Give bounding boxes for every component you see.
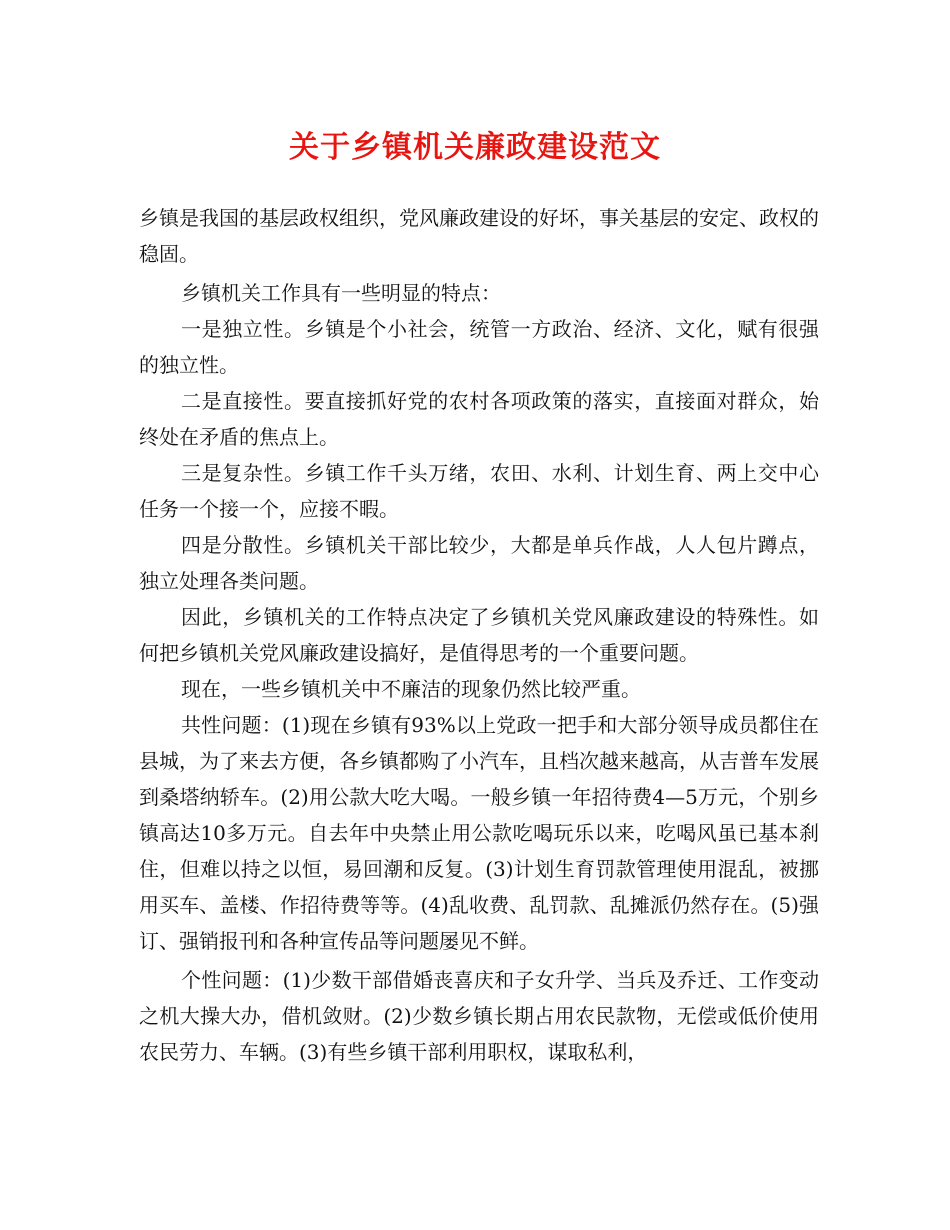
paragraph-individual-problems: 个性问题：(1)少数干部借婚丧喜庆和子女升学、当兵及乔迁、工作变动之机大操大办，借机敛财。(2)少数乡镇长期占用农民款物，无偿或低价使用农民劳力、车辆。(3)有些乡镇干部利用职权，谋取私利， — [139, 968, 819, 1064]
paragraph-dispersion: 四是分散性。乡镇机关干部比较少，大都是单兵作战，人人包片蹲点，独立处理各类问题。 — [139, 533, 819, 593]
paragraph-independence: 一是独立性。乡镇是个小社会，统管一方政治、经济、文化，赋有很强的独立性。 — [139, 317, 819, 377]
paragraph-complexity: 三是复杂性。乡镇工作千头万绪，农田、水利、计划生育、两上交中心任务一个接一个，应接不暇。 — [139, 461, 819, 521]
document-title: 关于乡镇机关廉政建设范文 — [289, 130, 661, 165]
paragraph-conclusion: 因此，乡镇机关的工作特点决定了乡镇机关党风廉政建设的特殊性。如何把乡镇机关党风廉政建设搞好，是值得思考的一个重要问题。 — [139, 605, 819, 665]
paragraph-common-problems: 共性问题：(1)现在乡镇有93%以上党政一把手和大部分领导成员都住在县城，为了来去方便，各乡镇都购了小汽车，且档次越来越高，从吉普车发展到桑塔纳轿车。(2)用公款大吃大喝。一般乡镇一年招待费4—5万元，个别乡镇高达10多万元。自去年中央禁止用公款吃喝玩乐以来，吃喝风虽已基本刹住，但难以持之以恒，易回潮和反复。(3)计划生育罚款管理使用混乱，被挪用买车、盖楼、作招待费等等。(4)乱收费、乱罚款、乱摊派仍然存在。(5)强订、强销报刊和各种宣传品等问题屡见不鲜。 — [139, 713, 819, 953]
paragraph-directness: 二是直接性。要直接抓好党的农村各项政策的落实，直接面对群众，始终处在矛盾的焦点上。 — [139, 389, 819, 449]
document-body — [139, 200, 819, 1070]
paragraph-intro: 乡镇是我国的基层政权组织，党风廉政建设的好坏，事关基层的安定、政权的稳固。 — [139, 206, 819, 266]
paragraph-features-heading: 乡镇机关工作具有一些明显的特点： — [181, 281, 501, 305]
paragraph-current-situation: 现在，一些乡镇机关中不廉洁的现象仍然比较严重。 — [181, 677, 641, 701]
